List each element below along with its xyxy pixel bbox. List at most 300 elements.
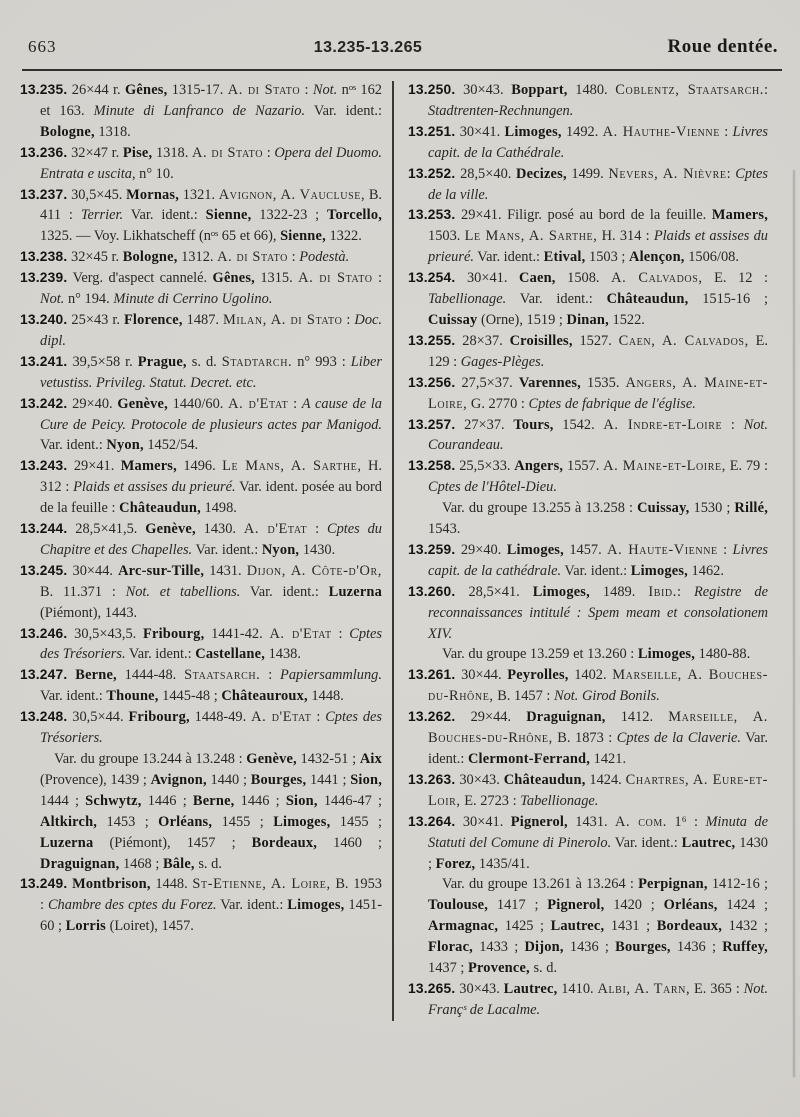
entry-text-segment: 25,5×33. [455, 458, 515, 475]
entry-text-segment: Orléans, [158, 813, 213, 830]
entry-text-segment: Etival, [543, 249, 586, 266]
entry-text-segment: 1417 ; [488, 897, 548, 914]
entry [408, 456, 768, 498]
entry-text-segment: 1480-88. [695, 646, 751, 663]
entry-text-segment: Cptes de la ville. [428, 165, 768, 203]
entry-number: 13.240. [20, 311, 68, 327]
entry-text-segment: 1437 ; [428, 960, 468, 977]
entry-text-segment: Var. ident.: [216, 897, 288, 914]
entry-text-segment: 1503. [428, 228, 465, 245]
entry-text-segment: Pignerol, [547, 897, 605, 914]
entry-number: 13.261. [408, 667, 456, 683]
entry-text-segment: 30×41. [455, 270, 520, 287]
entry-text-segment: Papiersammlung. [280, 667, 382, 684]
entry-text-segment: : [726, 165, 736, 182]
entry-text-segment: Fribourg, [143, 625, 205, 642]
entry-text-segment: 1435/41. [475, 855, 530, 872]
entry-text-segment: nᵒˢ 162 et 163. [40, 82, 382, 119]
entry-text-segment: 30×43. [455, 82, 512, 98]
entry-text-segment: Florac, [428, 939, 473, 956]
entry-text-segment: Provence, [467, 960, 530, 977]
entry-text-segment: Mamers, [711, 207, 768, 224]
entry-text-segment: Sienne, [280, 228, 326, 245]
entry-text-segment: Livres capit. de la cathédrale. [428, 541, 768, 579]
entry-text-segment: Toulouse, [428, 897, 489, 914]
entry-text-segment: Luzerna [40, 834, 94, 851]
entry-text-segment: 1446-47 ; [317, 792, 382, 809]
entry-text-segment: Registre de reconnaissances intitulé : Spem meam et consolationem XIV. [428, 583, 768, 642]
entry-text-segment: : [300, 82, 313, 98]
entry-number: 13.263. [408, 771, 456, 787]
entry-text-segment: Tours, [513, 416, 554, 433]
entry-text-segment: Coblentz, Staatsarch. [615, 82, 764, 98]
entry-text-segment: Forez, [435, 855, 476, 872]
entry-variant-note [408, 874, 768, 979]
entry-text-segment: Cptes des Trésoriers. [40, 625, 382, 663]
entry-text-segment: Draguignan, [526, 709, 606, 726]
entry-text-segment: Pise, [122, 144, 153, 161]
entry [408, 707, 768, 770]
entry-text-segment: Draguignan, [40, 855, 120, 872]
entry-text-segment: Not. [40, 291, 65, 308]
entry [20, 268, 382, 310]
entry-text-segment: 30,5×44. [67, 709, 129, 726]
entry-variant-note [408, 498, 768, 540]
entry-text-segment: : [722, 416, 744, 433]
entry [20, 352, 382, 394]
column-right [394, 80, 768, 1021]
entry-text-segment: Var. ident.: [40, 688, 107, 705]
entry-text-segment: 1420 ; [604, 897, 664, 914]
entry-number: 13.245. [20, 562, 68, 578]
entry-text-segment: B. 1953 : [40, 876, 382, 914]
entry-text-segment: Podestà. [299, 249, 350, 266]
entry-text-segment: 1⁶ : [667, 813, 706, 830]
entry [20, 456, 382, 519]
entry-text-segment: Clermont-Ferrand, [467, 751, 591, 767]
entry-text-segment: Châteaudun, [119, 500, 201, 517]
entry-text-segment: s. d. [186, 353, 222, 370]
entry-text-segment: 1496. [176, 458, 223, 475]
entry-text-segment: Cptes de la Claverie. [616, 730, 741, 747]
entry-text-segment: Var. ident. posée au bord de la feuille : [40, 479, 382, 517]
entry-text-segment: Minute di Cerrino Ugolino. [113, 291, 273, 308]
entry-text-segment: 1431. [204, 562, 247, 579]
entry-text-segment: Torcello, [327, 207, 383, 224]
entry-text-segment: A. di Stato [298, 270, 373, 287]
entry-variant-note [408, 644, 768, 665]
entry [408, 373, 768, 415]
entry-text-segment: Cptes de fabrique de l'église. [528, 395, 696, 412]
entry-text-segment: A. d'Etat [269, 625, 332, 642]
entry-text-segment: Liber vetustiss. Privileg. Statut. Decret. etc. [40, 353, 382, 391]
entry-text-segment: 1412-16 ; [707, 876, 768, 893]
page-header [18, 22, 786, 58]
entry-text-segment: Not. et tabellions. [125, 583, 241, 600]
entry-text-segment: Var. ident.: [561, 562, 631, 579]
entry-range: 13.235-13.265 [313, 39, 423, 56]
entry-text-segment: Sion, [285, 792, 318, 809]
entry-text-segment: 1522. [608, 311, 645, 328]
entry-text-segment: Arc-sur-Tille, [118, 562, 205, 579]
entry-text-segment: Lautrec, [681, 834, 736, 851]
entry-text-segment: Luzerna [328, 583, 383, 600]
entry-text-segment: : [288, 395, 302, 412]
entry-text-segment: 1431. [567, 813, 616, 830]
entry-text-segment: Genève, [145, 521, 196, 538]
entry [20, 561, 382, 624]
entry-text-segment: Le Mans, A. Sarthe, [222, 458, 362, 475]
entry-text-segment: : [342, 311, 355, 328]
entry-text-segment: Limoges, [630, 562, 688, 579]
entry-text-segment: 1468 ; [119, 855, 163, 872]
entry-text-segment: 27×37. [455, 416, 514, 433]
entry-text-segment: Castellane, [195, 646, 265, 663]
entry-text-segment: Stadtarch. [221, 353, 293, 370]
entry-text-segment: A cause de la Cure de Peicy. Protocole de plusieurs actes par Manigod. [40, 395, 382, 433]
entry-number: 13.258. [408, 458, 456, 474]
header-rule [22, 69, 782, 71]
entry-text-segment: A. di Stato [217, 249, 289, 266]
entry [408, 582, 768, 645]
entry-text-segment: 1421. [590, 751, 627, 767]
entry-text-segment: Bordeaux, [656, 918, 723, 935]
entry-text-segment: Fribourg, [128, 709, 190, 726]
entry-text-segment: 1453 ; [97, 813, 159, 830]
entry-number: 13.243. [20, 458, 68, 474]
entry-text-segment: Bordeaux, [251, 834, 318, 851]
entry-text-segment: Gênes, [125, 82, 168, 98]
entry-text-segment: Var. ident.: [611, 834, 682, 851]
entry-text-segment: A. d'Etat [243, 521, 308, 538]
entry-text-segment: : [676, 583, 694, 600]
entry [408, 205, 768, 268]
entry-text-segment: 1315. [254, 270, 299, 287]
entry-text-segment: St-Etienne, A. Loire, [192, 876, 331, 893]
entry-text-segment: 1322. [325, 228, 362, 245]
entry-text-segment: Cptes du Chapitre et des Chapelles. [40, 521, 383, 558]
entry-text-segment: B. 11.371 : [40, 583, 126, 600]
entry-text-segment: : [331, 625, 350, 642]
entry-text-segment: A. Maine-et-Loire, [603, 458, 726, 475]
entry-text-segment: Le Mans, A. Sarthe, [464, 228, 598, 245]
entry-text-segment: Croisilles, [509, 332, 573, 349]
entry-text-segment: : [311, 709, 326, 726]
entry-text-segment: Bâle, [162, 855, 195, 872]
entry-text-segment: Var. ident.: [428, 730, 768, 767]
entry-text-segment: Var. ident.: [473, 249, 544, 266]
entry-text-segment: Mamers, [120, 458, 177, 475]
entry-text-segment: 1436 ; [670, 939, 723, 956]
entry-text-segment: Var. ident.: [125, 646, 196, 663]
entry-text-segment: 30,5×43,5. [67, 625, 144, 642]
entry-text-segment: Peyrolles, [507, 667, 569, 684]
entry-text-segment: 1410. [557, 980, 598, 997]
entry-text-segment: : [288, 249, 300, 266]
page-number: 663 [28, 37, 57, 56]
entry-text-segment: Pignerol, [510, 813, 568, 830]
entry-text-segment: Dijon, A. Côte-d'Or, [246, 562, 382, 579]
entry-text-segment: 1448. [150, 876, 193, 893]
entry-text-segment: 1318. [94, 123, 131, 140]
entry-text-segment: Tabellionage. [428, 291, 507, 308]
entry-number: 13.257. [408, 416, 456, 432]
entry-text-segment: 1315-17. [167, 82, 228, 98]
entry-text-segment: Staatsarch. [184, 667, 261, 684]
entry-text-segment: A. Calvados, [611, 270, 703, 287]
entry-text-segment: s. d. [529, 960, 558, 977]
entry-text-segment: (Orne), 1519 ; [477, 311, 567, 328]
entry-text-segment: Sienne, [205, 207, 252, 224]
entry-text-segment: Albi, A. Tarn, [597, 980, 691, 997]
entry-text-segment: Var. ident.: [506, 291, 607, 308]
entry-text-segment: A. di Stato [191, 144, 264, 161]
entry-text-segment: 1480. [567, 82, 616, 98]
entry-text-segment: Schwytz, [85, 792, 142, 809]
entry-text-segment: 1441 ; [306, 771, 351, 788]
entry-text-segment: 32×45 r. [67, 249, 123, 266]
entry-text-segment: Genève, [246, 751, 297, 767]
entry-text-segment: 30×44. [455, 667, 508, 684]
entry-text-segment: 30×43. [455, 771, 504, 788]
entry-text-segment: Gênes, [212, 270, 255, 287]
entry [20, 874, 382, 937]
entry-text-segment: 1543. [428, 521, 461, 538]
entry-text-segment: Avignon, [150, 771, 207, 788]
entry [20, 80, 382, 143]
entry-text-segment: Var. ident.: [123, 207, 206, 224]
entry-text-segment: Var. ident.: [192, 541, 262, 558]
entry-text-segment: E. 79 : [725, 458, 769, 475]
entry [20, 143, 382, 185]
entry-text-segment: 28,5×40. [455, 165, 516, 182]
entry-number: 13.256. [408, 374, 456, 390]
entry-text-segment: 28,5×41. [455, 583, 533, 600]
entry-text-segment: Sion, [350, 771, 382, 788]
entry-text-segment: 1445-48 ; [158, 688, 222, 705]
entry-text-segment: 30×44. [67, 562, 119, 579]
entry-text-segment: 1515-16 ; [688, 291, 768, 308]
entry [20, 624, 382, 666]
entry-text-segment: E. 2723 : [460, 792, 521, 809]
entry-text-segment: Châteaudun, [503, 771, 586, 788]
entry-text-segment: 29×41. Filigr. posé au bord de la feuille. [455, 207, 712, 224]
entry-text-segment: 1557. [563, 458, 604, 475]
entry-number: 13.260. [408, 583, 456, 599]
entry-text-segment: : [717, 541, 733, 558]
entry [408, 331, 768, 373]
entry-text-segment: 29×40. [67, 395, 118, 412]
entry-text-segment: A. di Stato [227, 82, 301, 98]
entry-text-segment: Orléans, [663, 897, 718, 914]
entry-text-segment: Nyon, [106, 437, 144, 454]
entry [408, 979, 768, 1021]
entry-text-segment: Stadtrenten-Rechnungen. [428, 102, 574, 119]
entry [20, 185, 382, 248]
entry-text-segment: (Loiret), 1457. [105, 918, 194, 935]
entry-text-segment: 1425 ; [498, 918, 551, 935]
entry-number: 13.253. [408, 207, 456, 223]
entry-text-segment: Berne, [75, 667, 117, 684]
entry-number: 13.235. [20, 82, 68, 97]
entry-text-segment: Limoges, [287, 897, 345, 914]
entry-text-segment: 1318. [152, 144, 192, 161]
entry [408, 540, 768, 582]
entry-text-segment: H. 312 : [40, 458, 382, 496]
entry-text-segment: : [307, 521, 327, 538]
entry-text-segment: Cptes de l'Hôtel-Dieu. [428, 479, 557, 496]
entry-text-segment: Dijon, [524, 939, 564, 956]
entry-text-segment: Lorris [65, 918, 106, 935]
entry-number: 13.248. [20, 709, 68, 725]
entry-text-segment: Lautrec, [503, 980, 558, 997]
entry-text-segment: Boppart, [511, 82, 568, 98]
entry-text-segment: Ibid. [648, 583, 677, 600]
entry-text-segment: Var. du groupe 13.261 à 13.264 : [442, 876, 639, 893]
entry-text-segment: : [719, 123, 733, 140]
entry-text-segment: Prague, [137, 353, 187, 370]
entry [408, 812, 768, 875]
entry-text-segment: 1436 ; [563, 939, 616, 956]
entry-text-segment: A. Haute-Vienne [607, 541, 718, 558]
entry-text-segment: (Piémont), 1457 ; [93, 834, 252, 851]
entry-text-segment: Montbrison, [72, 876, 151, 893]
entry-text-segment: 28×37. [455, 332, 510, 349]
entry-text-segment: 1455 ; [212, 813, 274, 830]
entry-text-segment: 1506/08. [684, 249, 739, 266]
entry-number: 13.264. [408, 813, 456, 829]
entry-text-segment: 1322-23 ; [251, 207, 328, 224]
entry-text-segment: 1321. [179, 186, 219, 203]
entry-text-segment: Not. [312, 82, 338, 98]
entry-text-segment: Genève, [117, 395, 168, 412]
entry-text-segment: : [260, 667, 281, 684]
entry-number: 13.252. [408, 165, 456, 181]
entry-text-segment: Bourges, [250, 771, 307, 788]
entry-text-segment: Caen, A. Calvados, [618, 332, 749, 349]
entry-number: 13.262. [408, 709, 456, 725]
entry-text-segment: E. 365 : [690, 980, 744, 997]
entry-text-segment: 1430. [299, 541, 336, 558]
entry-number: 13.259. [408, 541, 456, 557]
entry-text-segment: Livres capit. de la Cathédrale. [428, 123, 768, 161]
entry-text-segment: Cuissay [428, 311, 478, 328]
entry-text-segment: 1499. [566, 165, 609, 182]
entry-text-segment: Alençon, [629, 249, 685, 266]
entry-text-segment: Perpignan, [638, 876, 708, 893]
entry-text-segment: 25×43 r. [67, 311, 124, 328]
entry-text-segment: Altkirch, [40, 813, 98, 830]
entry-text-segment: 1448. [307, 688, 344, 705]
entry-text-segment: Chambre des cptes du Forez. [47, 897, 217, 914]
entry-text-segment: , n° 10. [131, 165, 174, 182]
entry-text-segment: 1446 ; [234, 792, 286, 809]
entry-text-segment: 1489. [589, 583, 649, 600]
entry-text-segment: 29×40. [455, 541, 507, 558]
entry-text-segment: 26×44 r. [67, 82, 126, 98]
entry-text-segment: 1498. [200, 500, 237, 517]
entry-text-segment: Limoges, [506, 541, 564, 558]
entry-text-segment: A. d'Etat [228, 395, 289, 412]
text-columns [18, 80, 786, 1021]
entry-text-segment: : [372, 270, 383, 287]
entry-number: 13.236. [20, 144, 68, 160]
entry [408, 164, 768, 206]
entry-text-segment: (Piémont), 1443. [40, 604, 138, 621]
entry-text-segment: 30×41. [455, 813, 511, 830]
entry [408, 415, 768, 457]
entry-text-segment: Not. Girod Bonils. [553, 688, 660, 705]
entry-text-segment: 1462. [687, 562, 724, 579]
entry-text-segment: 1441-42. [204, 625, 270, 642]
entry-text-segment: A. d'Etat [251, 709, 312, 726]
entry-text-segment: Nyon, [261, 541, 300, 558]
entry-text-segment: Minute di Lanfranco de Nazario. [93, 102, 306, 119]
entry-text-segment: 29×41. [67, 458, 121, 475]
entry-text-segment: B. 1873 : [552, 730, 617, 747]
entry-text-segment: Angers, [514, 458, 564, 475]
entry [408, 80, 768, 122]
entry [20, 665, 382, 707]
entry-text-segment: Gages-Plèges. [460, 353, 545, 370]
entry-text-segment: Var. du groupe 13.255 à 13.258 : [442, 500, 638, 517]
entry-number: 13.244. [20, 521, 68, 537]
entry-number: 13.241. [20, 353, 68, 369]
entry [20, 519, 382, 561]
entry-text-segment: Var. ident.: [240, 583, 329, 600]
entry-text-segment: 1527. [572, 332, 619, 349]
entry-number: 13.251. [408, 123, 456, 139]
entry-text-segment: 1460 ; [317, 834, 383, 851]
entry-text-segment: E. 129 : [428, 332, 768, 370]
entry-text-segment: 1452/54. [143, 437, 199, 454]
entry-text-segment: n° 993 : [292, 353, 351, 370]
entry-text-segment: Armagnac, [428, 918, 499, 935]
entry-text-segment: n° 194. [64, 291, 114, 308]
entry-text-segment: Var. du groupe 13.259 et 13.260 : [442, 646, 638, 663]
entry-text-segment: 1424. [585, 771, 626, 788]
entry-number: 13.255. [408, 332, 456, 348]
entry-text-segment: Bologne, [40, 123, 95, 140]
entry-text-segment: Verg. d'aspect cannelé. [67, 270, 213, 287]
entry [20, 707, 382, 749]
entry-text-segment: Rillé, [734, 500, 768, 517]
entry [20, 394, 382, 457]
entry-number: 13.242. [20, 395, 68, 411]
entry-text-segment: 1508. [555, 270, 612, 287]
entry-text-segment: H. 314 : [597, 228, 654, 245]
entry-text-segment: 1412. [605, 709, 669, 726]
entry-text-segment: 1444 ; [40, 792, 86, 809]
entry-text-segment: 30×43. [455, 980, 504, 997]
entry-number: 13.247. [20, 667, 68, 683]
entry-text-segment: Var. du groupe 13.244 à 13.248 : [54, 751, 247, 767]
entry-text-segment: 1424 ; [717, 897, 769, 914]
entry-text-segment: 39,5×58 r. [67, 353, 138, 370]
entry-text-segment: Caen, [519, 270, 556, 287]
entry-text-segment: 27,5×37. [455, 374, 519, 391]
entry-text-segment: B. 1457 : [493, 688, 554, 705]
entry-number: 13.238. [20, 249, 68, 265]
entry-text-segment: Bologne, [122, 249, 178, 266]
entry-text-segment: Tabellionage. [520, 792, 599, 809]
entry-text-segment: Châteauroux, [221, 688, 308, 705]
entry-text-segment: 1433 ; [472, 939, 525, 956]
entry-text-segment: 1430 ; [428, 834, 768, 872]
entry [408, 770, 768, 812]
entry-text-segment: 1457. [563, 541, 608, 558]
entry-text-segment: B. 411 : [40, 186, 383, 224]
